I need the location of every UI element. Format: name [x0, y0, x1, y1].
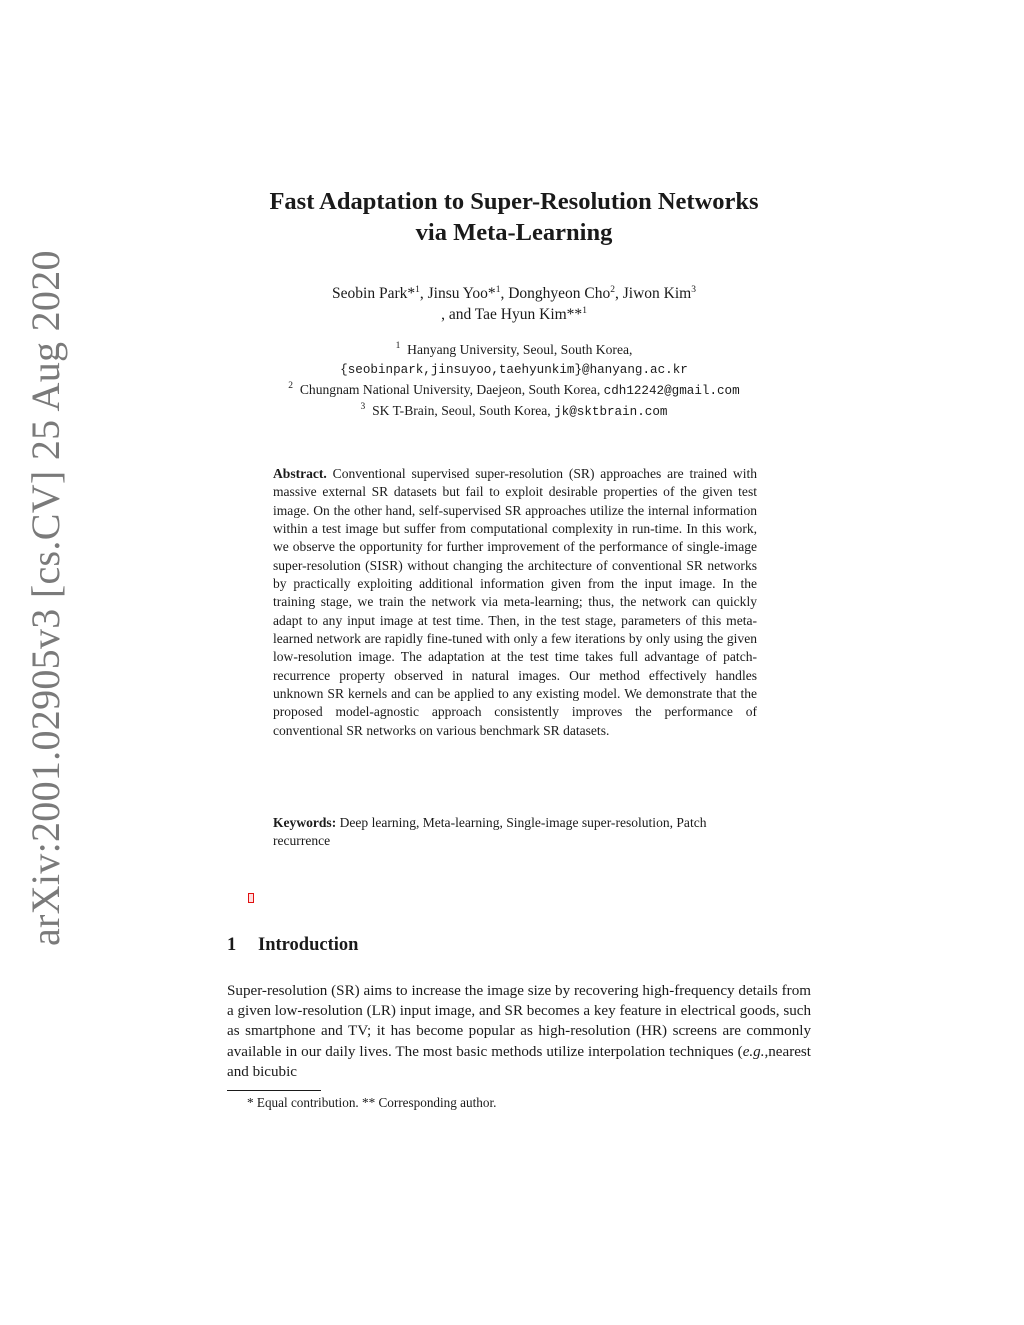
abstract — [273, 465, 757, 740]
footnote-rule — [227, 1090, 321, 1091]
introduction-paragraph: Super-resolution (SR) aims to increase the image size by recovering high-frequency details from a given low-resolution (LR) input image, and SR becomes a key feature in electrical goods, such as smartphone and TV; it has become popular as high-resolution (HR) screens are commonly available in our daily lives. The most basic methods utilize interpolation techniques (e.g.,nearest and bicubic — [227, 983, 811, 1080]
intro-eg: e.g. — [742, 1043, 765, 1060]
author-4-affil: 3 — [691, 285, 696, 295]
author-3: , Donghyeon Cho — [500, 285, 611, 302]
affiliation-3-email: jk@sktbrain.com — [554, 405, 668, 419]
author-5-affil: 1 — [582, 306, 587, 316]
affiliation-3: $^3$ SK T-Brain, Seoul, South Korea, jk@sktbrain.com — [360, 402, 668, 419]
author-2: , Jinsu Yoo* — [419, 285, 496, 302]
author-1-affil: 1 — [415, 285, 420, 295]
section-title: Introduction — [258, 935, 359, 955]
title-line-2: via Meta-Learning — [415, 219, 613, 246]
author-5: , and Tae Hyun Kim** — [441, 306, 583, 323]
author-4: , Jiwon Kim — [614, 285, 692, 302]
affiliation-1-email: {seobinpark,jinsuyoo,taehyunkim}@hanyang.ac.kr — [340, 363, 688, 377]
abstract-text: Conventional supervised super-resolution (SR) approaches are trained with massive external SR datasets but fail to exploit desirable properties of the given test image. On the other hand, self-supervised SR approaches utilize the internal information within a test image but suffer from computational complexity in run-time. In this work, we observe the opportunity for further improvement of the performance of single-image super-resolution (SISR) without changing the architecture of conventional SR networks by practically exploiting additional information given from the input image. In the training stage, we train the network via meta-learning; thus, the network can quickly adapt to any input image at test time. Then, in the test stage, parameters of this meta-learned network are rapidly fine-tuned with only a few iterations by only using the given low-resolution image. The adaptation at the test time takes full advantage of patch-recurrence property observed in natural images. Our method effectively handles unknown SR kernels and can be applied to any existing model. We demonstrate that the proposed model-agnostic approach consistently improves the performance of conventional SR networks on various benchmark SR datasets. — [273, 466, 757, 738]
keywords-text: Deep learning, Meta-learning, Single-image super-resolution, Patch recurrence — [273, 815, 707, 849]
section-heading-introduction — [227, 935, 358, 956]
footnote: * Equal contribution. ** Corresponding author. — [247, 1095, 497, 1110]
author-list — [180, 283, 848, 325]
abstract-label: Abstract. — [273, 466, 327, 481]
arxiv-identifier-stamp: arXiv:2001.02905v3 [cs.CV] 25 Aug 2020 — [23, 250, 68, 946]
affiliation-1: $^1$ Hanyang University, Seoul, South Korea, — [395, 341, 633, 357]
author-line-1 — [180, 283, 848, 304]
section-number: 1 — [227, 935, 237, 955]
link-marker-box — [248, 893, 254, 903]
affiliation-2: $^2$ Chungnam National University, Daejeon, South Korea, cdh12242@gmail.com — [288, 381, 740, 398]
affiliations — [160, 340, 868, 422]
keywords-label: Keywords: — [273, 815, 337, 830]
author-2-affil: 1 — [495, 285, 501, 295]
paper-title — [180, 186, 848, 248]
keywords — [273, 814, 757, 851]
author-1: Seobin Park* — [332, 285, 416, 302]
author-line-2 — [180, 304, 848, 325]
title-line-1: Fast Adaptation to Super-Resolution Networks — [269, 188, 759, 215]
author-3-affil: 2 — [610, 285, 615, 295]
affiliation-2-email: cdh12242@gmail.com — [603, 384, 740, 398]
